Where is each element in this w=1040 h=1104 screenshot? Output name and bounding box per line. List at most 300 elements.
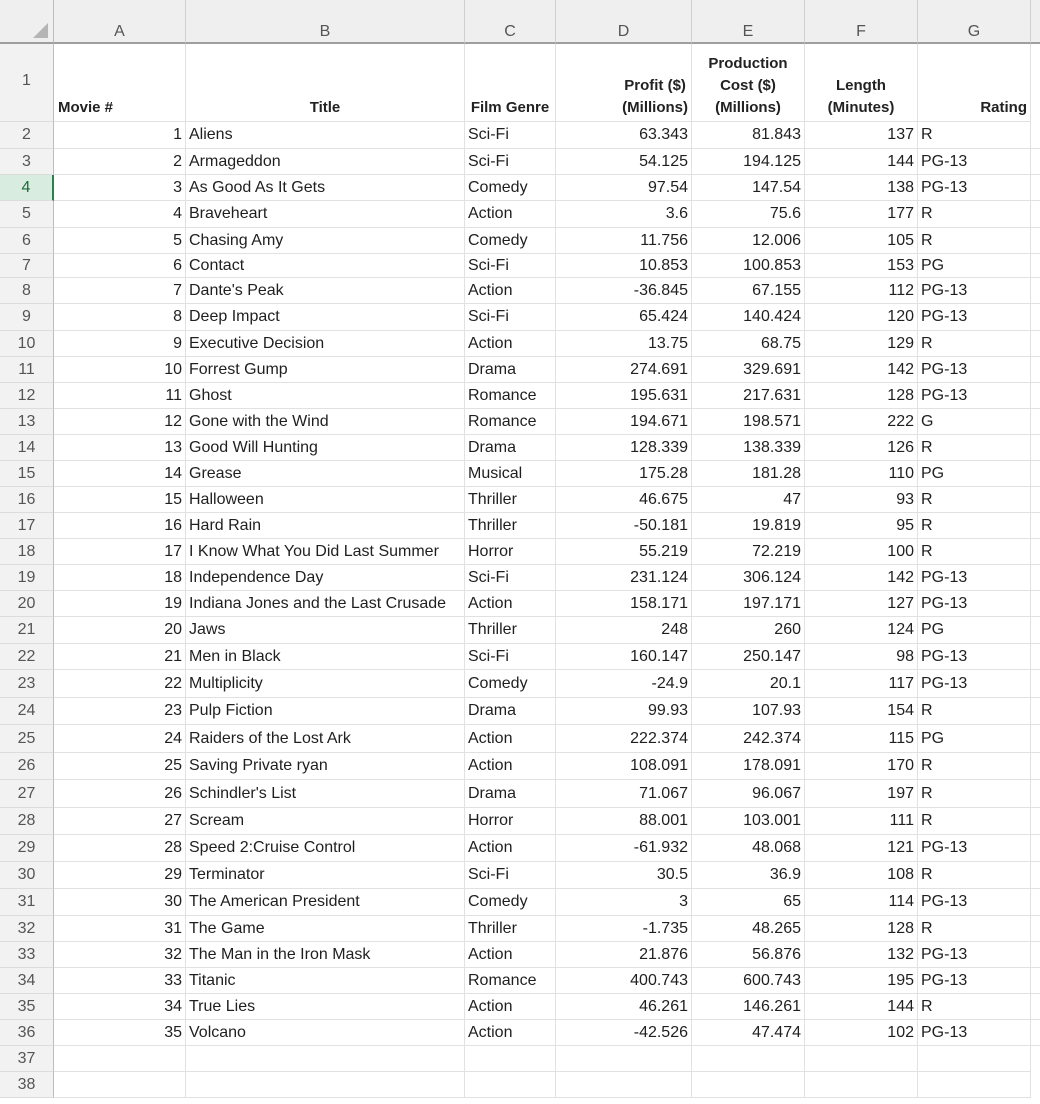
production-cost-cell[interactable]: 12.006 (692, 228, 805, 254)
production-cost-cell[interactable]: 146.261 (692, 994, 805, 1020)
title-cell[interactable]: Aliens (186, 122, 465, 149)
empty-cell-h[interactable] (1031, 889, 1040, 916)
movie-number-cell[interactable]: 16 (54, 513, 186, 539)
production-cost-cell[interactable]: 47.474 (692, 1020, 805, 1046)
title-cell[interactable]: Deep Impact (186, 304, 465, 331)
empty-cell-h[interactable] (1031, 254, 1040, 278)
profit-cell[interactable]: 88.001 (556, 808, 692, 835)
empty-cell-h[interactable] (1031, 916, 1040, 942)
row-header-17[interactable]: 17 (0, 513, 54, 539)
title-cell[interactable]: Halloween (186, 487, 465, 513)
profit-cell[interactable]: -36.845 (556, 278, 692, 304)
profit-cell[interactable]: 231.124 (556, 565, 692, 591)
empty-cell-h[interactable] (1031, 331, 1040, 357)
movie-number-cell[interactable]: 15 (54, 487, 186, 513)
production-cost-cell[interactable]: 198.571 (692, 409, 805, 435)
rating-cell[interactable]: PG (918, 461, 1031, 487)
production-cost-cell[interactable]: 181.28 (692, 461, 805, 487)
title-cell[interactable]: Dante's Peak (186, 278, 465, 304)
genre-cell[interactable]: Sci-Fi (465, 304, 556, 331)
column-header-b[interactable]: B (186, 0, 465, 44)
empty-cell-h[interactable] (1031, 698, 1040, 725)
row-header-34[interactable]: 34 (0, 968, 54, 994)
rating-cell[interactable]: PG (918, 254, 1031, 278)
production-cost-cell[interactable]: 329.691 (692, 357, 805, 383)
title-header[interactable] (186, 44, 465, 122)
length-cell[interactable]: 115 (805, 725, 918, 753)
row-header-31[interactable]: 31 (0, 889, 54, 916)
title-cell[interactable]: True Lies (186, 994, 465, 1020)
movie-number-cell[interactable]: 11 (54, 383, 186, 409)
empty-cell-h[interactable] (1031, 670, 1040, 698)
empty-cell-h[interactable] (1031, 304, 1040, 331)
rating-cell[interactable]: R (918, 513, 1031, 539)
title-cell[interactable]: The American President (186, 889, 465, 916)
empty-cell[interactable] (556, 1072, 692, 1098)
profit-cell[interactable]: 128.339 (556, 435, 692, 461)
empty-cell[interactable] (54, 1072, 186, 1098)
production-cost-cell[interactable]: 147.54 (692, 175, 805, 201)
production-cost-cell[interactable]: 47 (692, 487, 805, 513)
row-header-28[interactable]: 28 (0, 808, 54, 835)
title-cell[interactable]: Scream (186, 808, 465, 835)
empty-cell-h[interactable] (1031, 435, 1040, 461)
rating-cell[interactable]: PG-13 (918, 357, 1031, 383)
genre-cell[interactable]: Sci-Fi (465, 644, 556, 670)
genre-cell[interactable]: Action (465, 942, 556, 968)
empty-cell-h[interactable] (1031, 808, 1040, 835)
genre-cell[interactable]: Sci-Fi (465, 862, 556, 889)
rating-cell[interactable]: R (918, 487, 1031, 513)
production-cost-cell[interactable]: 48.068 (692, 835, 805, 862)
length-cell[interactable]: 195 (805, 968, 918, 994)
length-cell[interactable]: 128 (805, 383, 918, 409)
row-header-19[interactable]: 19 (0, 565, 54, 591)
profit-cell[interactable]: 54.125 (556, 149, 692, 175)
production-cost-cell[interactable]: 65 (692, 889, 805, 916)
genre-cell[interactable]: Horror (465, 808, 556, 835)
empty-cell-h[interactable] (1031, 409, 1040, 435)
length-cell[interactable]: 144 (805, 994, 918, 1020)
row-header-8[interactable]: 8 (0, 278, 54, 304)
production-cost-cell[interactable]: 36.9 (692, 862, 805, 889)
genre-cell[interactable]: Sci-Fi (465, 254, 556, 278)
genre-cell[interactable]: Comedy (465, 889, 556, 916)
production-cost-cell[interactable]: 138.339 (692, 435, 805, 461)
empty-cell-h[interactable] (1031, 968, 1040, 994)
movie-number-cell[interactable]: 21 (54, 644, 186, 670)
empty-cell[interactable] (692, 1046, 805, 1072)
title-cell[interactable]: Chasing Amy (186, 228, 465, 254)
column-header-c[interactable]: C (465, 0, 556, 44)
movie-number-cell[interactable]: 20 (54, 617, 186, 644)
title-cell[interactable]: Men in Black (186, 644, 465, 670)
length-cell[interactable]: 138 (805, 175, 918, 201)
empty-cell-h[interactable] (1031, 994, 1040, 1020)
movie-number-cell[interactable]: 29 (54, 862, 186, 889)
genre-cell[interactable]: Sci-Fi (465, 149, 556, 175)
empty-cell-h[interactable] (1031, 725, 1040, 753)
length-cell[interactable]: 129 (805, 331, 918, 357)
production-cost-cell[interactable]: 68.75 (692, 331, 805, 357)
length-cell[interactable]: 117 (805, 670, 918, 698)
genre-cell[interactable]: Comedy (465, 670, 556, 698)
profit-cell[interactable]: 175.28 (556, 461, 692, 487)
title-cell[interactable]: Pulp Fiction (186, 698, 465, 725)
production-cost-cell[interactable]: 242.374 (692, 725, 805, 753)
title-cell[interactable]: The Game (186, 916, 465, 942)
row-header-20[interactable]: 20 (0, 591, 54, 617)
title-cell[interactable]: Ghost (186, 383, 465, 409)
profit-cell[interactable]: 222.374 (556, 725, 692, 753)
row-header-2[interactable]: 2 (0, 122, 54, 149)
rating-cell[interactable]: PG-13 (918, 591, 1031, 617)
production-cost-cell[interactable]: 48.265 (692, 916, 805, 942)
row-header-27[interactable]: 27 (0, 780, 54, 808)
empty-cell-h[interactable] (1031, 942, 1040, 968)
length-header[interactable] (805, 44, 918, 122)
genre-cell[interactable]: Sci-Fi (465, 122, 556, 149)
movie-number-cell[interactable]: 23 (54, 698, 186, 725)
empty-cell-h[interactable] (1031, 835, 1040, 862)
title-cell[interactable]: Braveheart (186, 201, 465, 228)
row-header-4[interactable]: 4 (0, 175, 54, 201)
row-header-26[interactable]: 26 (0, 753, 54, 780)
length-cell[interactable]: 112 (805, 278, 918, 304)
empty-cell-h[interactable] (1031, 383, 1040, 409)
genre-cell[interactable]: Action (465, 201, 556, 228)
title-cell[interactable]: Gone with the Wind (186, 409, 465, 435)
profit-cell[interactable]: -50.181 (556, 513, 692, 539)
length-cell[interactable]: 110 (805, 461, 918, 487)
movie-number-cell[interactable]: 22 (54, 670, 186, 698)
row-header-7[interactable]: 7 (0, 254, 54, 278)
profit-cell[interactable]: -1.735 (556, 916, 692, 942)
genre-cell[interactable]: Drama (465, 780, 556, 808)
empty-cell[interactable] (918, 1046, 1031, 1072)
title-cell[interactable]: I Know What You Did Last Summer (186, 539, 465, 565)
rating-header[interactable] (918, 44, 1031, 122)
production-cost-cell[interactable]: 250.147 (692, 644, 805, 670)
length-cell[interactable]: 177 (805, 201, 918, 228)
column-header-g[interactable]: G (918, 0, 1031, 44)
rating-cell[interactable]: R (918, 994, 1031, 1020)
row-header-23[interactable]: 23 (0, 670, 54, 698)
row-header-24[interactable]: 24 (0, 698, 54, 725)
row-header-18[interactable]: 18 (0, 539, 54, 565)
movie-number-cell[interactable]: 4 (54, 201, 186, 228)
length-cell[interactable]: 142 (805, 357, 918, 383)
row-header-38[interactable]: 38 (0, 1072, 54, 1098)
rating-cell[interactable]: R (918, 122, 1031, 149)
length-cell[interactable]: 100 (805, 539, 918, 565)
rating-cell[interactable]: R (918, 201, 1031, 228)
title-cell[interactable]: Speed 2:Cruise Control (186, 835, 465, 862)
rating-cell[interactable]: G (918, 409, 1031, 435)
genre-cell[interactable]: Romance (465, 409, 556, 435)
row-header-30[interactable]: 30 (0, 862, 54, 889)
profit-cell[interactable]: 97.54 (556, 175, 692, 201)
profit-cell[interactable]: 65.424 (556, 304, 692, 331)
profit-cell[interactable]: 160.147 (556, 644, 692, 670)
genre-cell[interactable]: Action (465, 278, 556, 304)
empty-cell[interactable] (918, 1072, 1031, 1098)
production-cost-cell[interactable]: 100.853 (692, 254, 805, 278)
genre-cell[interactable]: Action (465, 331, 556, 357)
genre-cell[interactable]: Action (465, 835, 556, 862)
production-cost-cell[interactable]: 72.219 (692, 539, 805, 565)
production-cost-cell[interactable]: 194.125 (692, 149, 805, 175)
genre-cell[interactable]: Drama (465, 698, 556, 725)
film-genre-header[interactable] (465, 44, 556, 122)
profit-cell[interactable]: 158.171 (556, 591, 692, 617)
profit-header[interactable] (556, 44, 692, 122)
movie-number-cell[interactable]: 13 (54, 435, 186, 461)
profit-cell[interactable]: -42.526 (556, 1020, 692, 1046)
movie-number-cell[interactable]: 27 (54, 808, 186, 835)
genre-cell[interactable]: Drama (465, 435, 556, 461)
row-header-11[interactable]: 11 (0, 357, 54, 383)
row-header-15[interactable]: 15 (0, 461, 54, 487)
empty-cell-h[interactable] (1031, 487, 1040, 513)
production-cost-cell[interactable]: 178.091 (692, 753, 805, 780)
rating-cell[interactable]: PG-13 (918, 968, 1031, 994)
genre-cell[interactable]: Action (465, 753, 556, 780)
empty-cell-h[interactable] (1031, 201, 1040, 228)
profit-cell[interactable]: 195.631 (556, 383, 692, 409)
empty-cell[interactable] (805, 1046, 918, 1072)
genre-cell[interactable]: Action (465, 994, 556, 1020)
rating-cell[interactable]: R (918, 808, 1031, 835)
production-cost-cell[interactable]: 20.1 (692, 670, 805, 698)
profit-cell[interactable]: 63.343 (556, 122, 692, 149)
title-cell[interactable]: Good Will Hunting (186, 435, 465, 461)
production-cost-cell[interactable]: 75.6 (692, 201, 805, 228)
profit-cell[interactable]: 10.853 (556, 254, 692, 278)
profit-cell[interactable]: -24.9 (556, 670, 692, 698)
rating-cell[interactable]: PG-13 (918, 565, 1031, 591)
title-cell[interactable]: The Man in the Iron Mask (186, 942, 465, 968)
profit-cell[interactable]: 30.5 (556, 862, 692, 889)
genre-cell[interactable]: Action (465, 1020, 556, 1046)
rating-cell[interactable]: R (918, 780, 1031, 808)
row-header-6[interactable]: 6 (0, 228, 54, 254)
genre-cell[interactable]: Thriller (465, 916, 556, 942)
rating-cell[interactable]: PG-13 (918, 304, 1031, 331)
movie-number-cell[interactable]: 34 (54, 994, 186, 1020)
profit-cell[interactable]: 11.756 (556, 228, 692, 254)
row-header-12[interactable]: 12 (0, 383, 54, 409)
title-cell[interactable]: Forrest Gump (186, 357, 465, 383)
rating-cell[interactable]: PG-13 (918, 670, 1031, 698)
empty-cell[interactable] (186, 1046, 465, 1072)
genre-cell[interactable]: Romance (465, 383, 556, 409)
rating-cell[interactable]: PG-13 (918, 835, 1031, 862)
rating-cell[interactable]: PG-13 (918, 278, 1031, 304)
empty-cell[interactable] (54, 1046, 186, 1072)
rating-cell[interactable]: R (918, 698, 1031, 725)
column-header-a[interactable]: A (54, 0, 186, 44)
row-header-3[interactable]: 3 (0, 149, 54, 175)
profit-cell[interactable]: 46.675 (556, 487, 692, 513)
row-header-32[interactable]: 32 (0, 916, 54, 942)
title-cell[interactable]: Jaws (186, 617, 465, 644)
rating-cell[interactable]: PG-13 (918, 175, 1031, 201)
title-cell[interactable]: Multiplicity (186, 670, 465, 698)
production-cost-cell[interactable]: 260 (692, 617, 805, 644)
title-cell[interactable]: Saving Private ryan (186, 753, 465, 780)
genre-cell[interactable]: Sci-Fi (465, 565, 556, 591)
profit-cell[interactable]: 194.671 (556, 409, 692, 435)
length-cell[interactable]: 137 (805, 122, 918, 149)
empty-cell-h[interactable] (1031, 357, 1040, 383)
length-cell[interactable]: 128 (805, 916, 918, 942)
profit-cell[interactable]: 55.219 (556, 539, 692, 565)
title-cell[interactable]: Terminator (186, 862, 465, 889)
movie-number-cell[interactable]: 2 (54, 149, 186, 175)
title-cell[interactable]: Volcano (186, 1020, 465, 1046)
movie-number-cell[interactable]: 6 (54, 254, 186, 278)
title-cell[interactable]: Indiana Jones and the Last Crusade (186, 591, 465, 617)
rating-cell[interactable]: PG-13 (918, 644, 1031, 670)
production-cost-cell[interactable]: 217.631 (692, 383, 805, 409)
profit-cell[interactable]: 108.091 (556, 753, 692, 780)
length-cell[interactable]: 126 (805, 435, 918, 461)
rating-cell[interactable]: R (918, 753, 1031, 780)
genre-cell[interactable]: Musical (465, 461, 556, 487)
length-cell[interactable]: 111 (805, 808, 918, 835)
profit-cell[interactable]: 71.067 (556, 780, 692, 808)
column-header-d[interactable]: D (556, 0, 692, 44)
title-cell[interactable]: Armageddon (186, 149, 465, 175)
genre-cell[interactable]: Drama (465, 357, 556, 383)
genre-cell[interactable]: Thriller (465, 487, 556, 513)
empty-cell[interactable] (465, 1046, 556, 1072)
row-header-9[interactable]: 9 (0, 304, 54, 331)
length-cell[interactable]: 132 (805, 942, 918, 968)
profit-cell[interactable]: 3 (556, 889, 692, 916)
rating-cell[interactable]: R (918, 228, 1031, 254)
movie-number-cell[interactable]: 17 (54, 539, 186, 565)
rating-cell[interactable]: R (918, 331, 1031, 357)
rating-cell[interactable]: PG-13 (918, 889, 1031, 916)
row-header-37[interactable]: 37 (0, 1046, 54, 1072)
length-cell[interactable]: 127 (805, 591, 918, 617)
empty-cell-h[interactable] (1031, 513, 1040, 539)
length-cell[interactable]: 153 (805, 254, 918, 278)
production-cost-cell[interactable]: 96.067 (692, 780, 805, 808)
movie-number-cell[interactable]: 1 (54, 122, 186, 149)
genre-cell[interactable]: Thriller (465, 617, 556, 644)
empty-cell-h[interactable] (1031, 461, 1040, 487)
production-cost-cell[interactable]: 56.876 (692, 942, 805, 968)
empty-cell-h[interactable] (1031, 278, 1040, 304)
genre-cell[interactable]: Action (465, 591, 556, 617)
title-cell[interactable]: Contact (186, 254, 465, 278)
profit-cell[interactable]: 46.261 (556, 994, 692, 1020)
movie-number-cell[interactable]: 26 (54, 780, 186, 808)
production-cost-cell[interactable]: 140.424 (692, 304, 805, 331)
title-cell[interactable]: As Good As It Gets (186, 175, 465, 201)
row-header-22[interactable]: 22 (0, 644, 54, 670)
movie-number-cell[interactable]: 19 (54, 591, 186, 617)
profit-cell[interactable]: 3.6 (556, 201, 692, 228)
length-cell[interactable]: 197 (805, 780, 918, 808)
length-cell[interactable]: 154 (805, 698, 918, 725)
title-cell[interactable]: Raiders of the Lost Ark (186, 725, 465, 753)
length-cell[interactable]: 95 (805, 513, 918, 539)
profit-cell[interactable]: 274.691 (556, 357, 692, 383)
row-header-10[interactable]: 10 (0, 331, 54, 357)
empty-cell[interactable] (465, 1072, 556, 1098)
genre-cell[interactable]: Horror (465, 539, 556, 565)
rating-cell[interactable]: PG-13 (918, 1020, 1031, 1046)
empty-cell[interactable] (556, 1046, 692, 1072)
row-header-35[interactable]: 35 (0, 994, 54, 1020)
movie-number-cell[interactable]: 25 (54, 753, 186, 780)
empty-cell-h[interactable] (1031, 862, 1040, 889)
length-cell[interactable]: 144 (805, 149, 918, 175)
movie-number-cell[interactable]: 28 (54, 835, 186, 862)
row-header-36[interactable]: 36 (0, 1020, 54, 1046)
rating-cell[interactable]: PG-13 (918, 942, 1031, 968)
length-cell[interactable]: 98 (805, 644, 918, 670)
row-header-29[interactable]: 29 (0, 835, 54, 862)
genre-cell[interactable]: Action (465, 725, 556, 753)
length-cell[interactable]: 105 (805, 228, 918, 254)
movie-number-cell[interactable]: 9 (54, 331, 186, 357)
empty-cell-h[interactable] (1031, 228, 1040, 254)
column-header-h[interactable] (1031, 0, 1040, 44)
production-cost-cell[interactable]: 306.124 (692, 565, 805, 591)
title-cell[interactable]: Schindler's List (186, 780, 465, 808)
rating-cell[interactable]: PG-13 (918, 383, 1031, 409)
title-cell[interactable]: Hard Rain (186, 513, 465, 539)
movie-number-cell[interactable]: 12 (54, 409, 186, 435)
rating-cell[interactable]: R (918, 435, 1031, 461)
empty-cell-h[interactable] (1031, 1020, 1040, 1046)
rating-cell[interactable]: R (918, 916, 1031, 942)
empty-cell-h[interactable] (1031, 617, 1040, 644)
production-cost-cell[interactable]: 81.843 (692, 122, 805, 149)
rating-cell[interactable]: PG (918, 617, 1031, 644)
row-header-13[interactable]: 13 (0, 409, 54, 435)
row-header-14[interactable]: 14 (0, 435, 54, 461)
empty-cell-h[interactable] (1031, 780, 1040, 808)
genre-cell[interactable]: Thriller (465, 513, 556, 539)
movie-number-cell[interactable]: 30 (54, 889, 186, 916)
empty-cell-h[interactable] (1031, 175, 1040, 201)
movie-number-header[interactable] (54, 44, 186, 122)
production-cost-cell[interactable]: 600.743 (692, 968, 805, 994)
column-header-e[interactable]: E (692, 0, 805, 44)
profit-cell[interactable]: 99.93 (556, 698, 692, 725)
column-header-f[interactable]: F (805, 0, 918, 44)
profit-cell[interactable]: 13.75 (556, 331, 692, 357)
length-cell[interactable]: 108 (805, 862, 918, 889)
empty-cell-h[interactable] (1031, 539, 1040, 565)
length-cell[interactable]: 102 (805, 1020, 918, 1046)
production-cost-cell[interactable]: 197.171 (692, 591, 805, 617)
rating-cell[interactable]: R (918, 862, 1031, 889)
movie-number-cell[interactable]: 31 (54, 916, 186, 942)
empty-cell[interactable] (805, 1072, 918, 1098)
length-cell[interactable]: 222 (805, 409, 918, 435)
movie-number-cell[interactable]: 32 (54, 942, 186, 968)
profit-cell[interactable]: 400.743 (556, 968, 692, 994)
profit-cell[interactable]: 21.876 (556, 942, 692, 968)
empty-cell[interactable] (692, 1072, 805, 1098)
